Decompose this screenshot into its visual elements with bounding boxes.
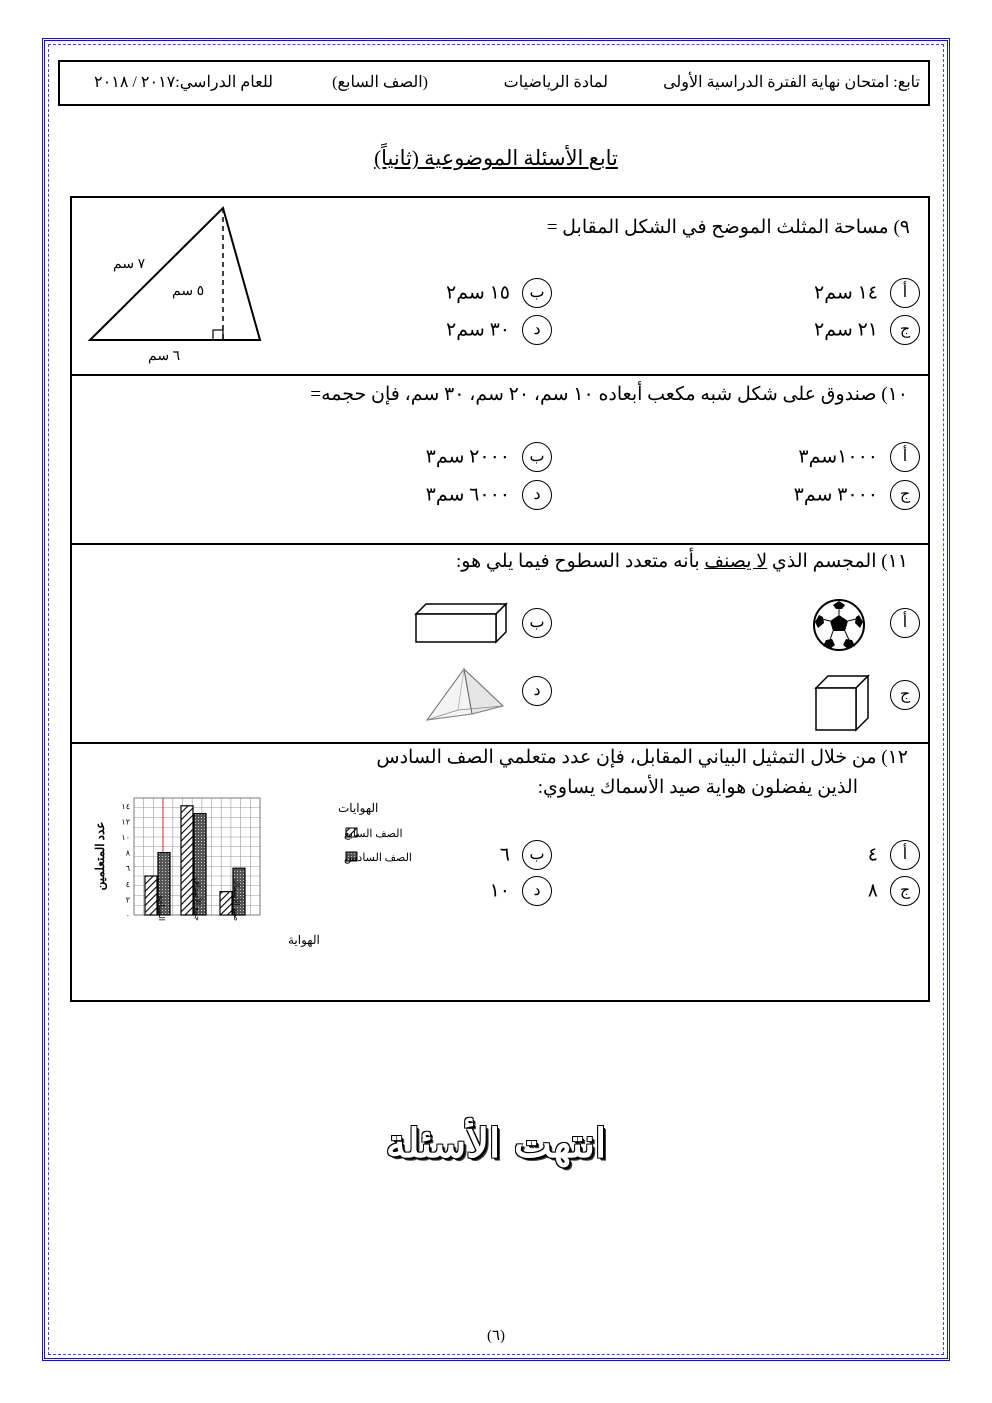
chart-y-tick: ١٤: [121, 801, 130, 811]
chart-y-tick: ٠: [125, 911, 130, 920]
divider: [70, 374, 930, 376]
q12-option-b[interactable]: ب٦: [500, 840, 552, 870]
chart-category-label: صيد الأسماك: [232, 878, 241, 921]
chart-y-tick: ٢: [125, 895, 130, 905]
q12-option-d[interactable]: د١٠: [490, 876, 552, 906]
chart-y-tick: ١٢: [121, 817, 130, 827]
q10-option-a[interactable]: أ١٠٠٠سم٣: [798, 442, 920, 472]
q11-option-a[interactable]: أ: [878, 608, 920, 638]
end-of-questions: انتهت الأسئلة: [385, 1120, 607, 1167]
chart-category-label: جمع الأصداف: [193, 876, 202, 921]
question-12-line-1: ١٢) من خلال التمثيل البياني المقابل، فإن عدد متعلمي الصف السادس: [376, 747, 908, 768]
exam-header: [58, 60, 930, 106]
chart-y-tick: ٦: [125, 864, 130, 874]
bar-seventh-grade: [145, 876, 157, 915]
q11-option-b[interactable]: ب: [510, 608, 552, 638]
q9-option-c[interactable]: ج٢١ سم٢: [814, 315, 920, 345]
triangle-figure: [86, 200, 272, 350]
question-10: ١٠) صندوق على شكل شبه مكعب أبعاده ١٠ سم، ٢٠ سم، ٣٠ سم، فإن حجمه=: [310, 384, 908, 405]
q11-option-d[interactable]: د: [510, 676, 552, 706]
question-9: ٩) مساحة المثلث الموضح في الشكل المقابل =: [546, 217, 910, 238]
negation-underlined: لا يصنف: [704, 551, 768, 572]
chart-y-tick: ٤: [125, 879, 130, 889]
section-title: تابع الأسئلة الموضوعية (ثانياً): [374, 146, 618, 170]
q12-option-c[interactable]: ج٨: [868, 876, 920, 906]
rectangular-prism-icon: [414, 602, 508, 644]
pyramid-icon: [424, 666, 506, 724]
bar-seventh-grade: [220, 892, 232, 915]
hobbies-bar-chart: [90, 790, 412, 970]
cube-icon: [814, 674, 870, 732]
q10-option-c[interactable]: ج٣٠٠٠ سم٣: [794, 480, 920, 510]
legend-seventh-label: الصف السابع: [344, 828, 403, 840]
exam-title: تابع: امتحان نهاية الفترة الدراسية الأولى: [663, 74, 920, 91]
legend-sixth-label: الصف السادس: [344, 852, 412, 864]
question-12-line-2: الذين يفضلون هواية صيد الأسماك يساوي:: [537, 777, 858, 798]
q9-option-a[interactable]: أ١٤ سم٢: [814, 278, 920, 308]
divider: [70, 543, 930, 545]
chart-x-label: الهواية: [288, 933, 320, 947]
q12-option-a[interactable]: أ٤: [868, 840, 920, 870]
q9-option-b[interactable]: ب١٥ سم٢: [446, 278, 552, 308]
academic-year: للعام الدراسي:٢٠١٧ / ٢٠١٨: [94, 74, 273, 91]
q10-option-d[interactable]: د٦٠٠٠ سم٣: [426, 480, 552, 510]
chart-y-tick: ١٠: [121, 833, 130, 842]
question-11: ١١) المجسم الذي لا يصنف بأنه متعدد السطوح فيما يلي هو:: [456, 551, 908, 572]
subject: لمادة الرياضيات: [503, 74, 608, 91]
triangle-side-label: ٧ سم: [113, 257, 146, 272]
bar-seventh-grade: [181, 806, 193, 915]
grade: (الصف السابع): [332, 74, 428, 91]
divider: [70, 742, 930, 744]
triangle-height-label: ٥ سم: [172, 284, 205, 299]
page-number: (٦): [486, 1328, 506, 1344]
chart-y-label: عدد المتعلمين: [93, 821, 107, 891]
triangle-base-label: ٦ سم: [148, 349, 181, 364]
q11-option-c[interactable]: ج: [878, 680, 920, 710]
chart-category-label: السباحة: [157, 895, 166, 921]
q9-option-d[interactable]: د٣٠ سم٢: [446, 315, 552, 345]
soccer-ball-icon: [812, 598, 866, 652]
q10-option-b[interactable]: ب٢٠٠٠ سم٣: [426, 442, 552, 472]
chart-legend-title: الهوايات: [338, 801, 379, 815]
chart-y-tick: ٨: [125, 848, 130, 858]
